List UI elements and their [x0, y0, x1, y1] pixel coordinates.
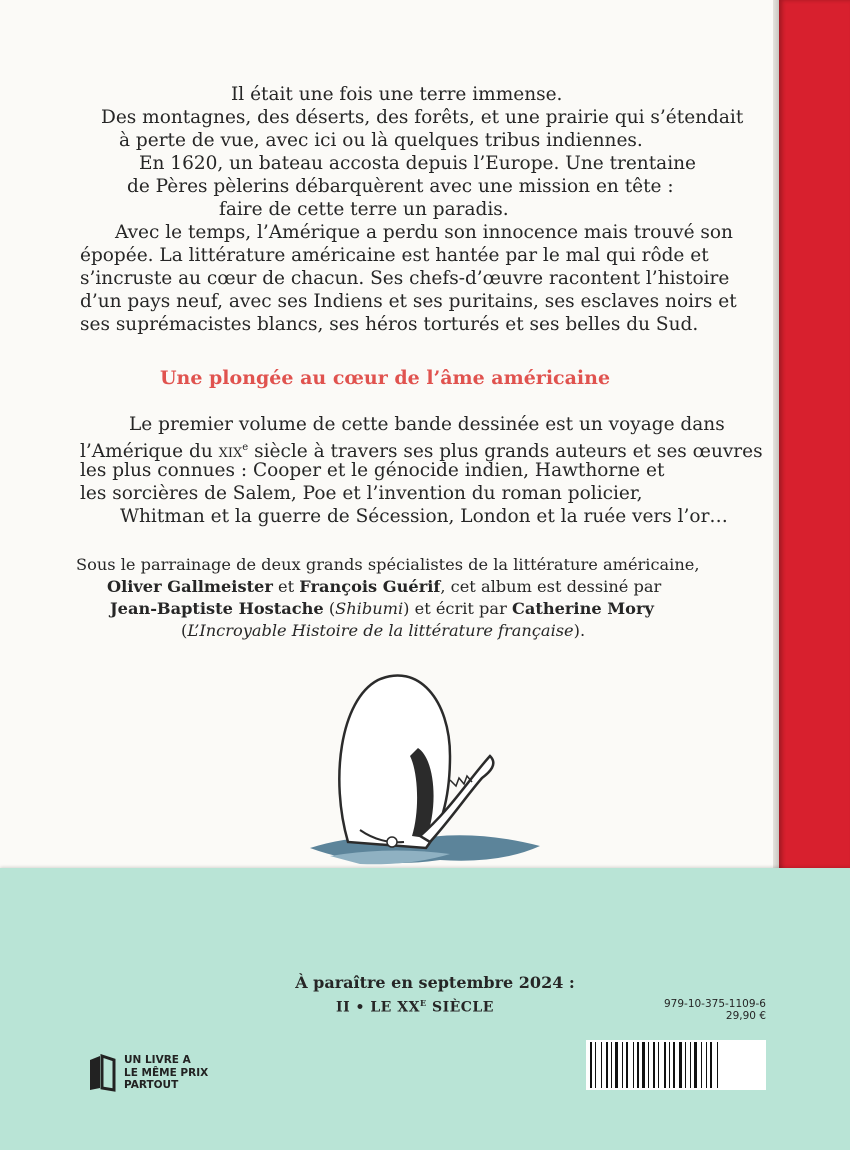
book-price-logo — [88, 1054, 228, 1094]
intro-line: à perte de vue, avec ici ou là quelques tribus indiennes. — [119, 130, 643, 151]
price: 29,90 € — [725, 1010, 766, 1022]
illustrator-work: Shibumi — [335, 599, 404, 618]
barcode — [586, 1040, 766, 1090]
credits-line: Sous le parrainage de deux grands spécialistes de la littérature américaine, — [76, 555, 700, 574]
intro-line: En 1620, un bateau accosta depuis l’Europe. Une trentaine — [139, 153, 696, 174]
century-superscript: e — [242, 442, 249, 453]
credits-line: Jean-Baptiste Hostache (Shibumi) et écrit par Catherine Mory — [110, 599, 654, 618]
editor-name: Oliver Gallmeister — [107, 577, 273, 596]
credits-line: (L’Incroyable Histoire de la littérature française). — [181, 621, 586, 640]
volume-line: les sorcières de Salem, Poe et l’invention du roman policier, — [80, 483, 643, 504]
intro-line: s’incruste au cœur de chacun. Ses chefs-d’œuvre racontent l’histoire — [80, 268, 730, 289]
intro-line: de Pères pèlerins débarquèrent avec une mission en tête : — [127, 176, 674, 197]
book-price-logo-text: UN LIVRE A LE MÊME PRIX PARTOUT — [124, 1054, 209, 1091]
release-announcement: À paraître en septembre 2024 : — [295, 973, 575, 992]
illustrator-name: Jean-Baptiste Hostache — [110, 599, 324, 618]
century-roman: xix — [218, 441, 243, 463]
volume-line: Whitman et la guerre de Sécession, London et la ruée vers l’or… — [120, 506, 728, 527]
volume-line: l’Amérique du xix$^e$ siècle à travers ses plus grands auteurs et ses œuvres — [80, 441, 763, 463]
isbn-code: 979-10-375-1109-6 — [663, 998, 766, 1010]
editor-name: François Guérif — [299, 577, 441, 596]
intro-line: Des montagnes, des déserts, des forêts, et une prairie qui s’étendait — [101, 107, 744, 128]
credits-line: Oliver Gallmeister et François Guérif, cet album est dessiné par — [107, 577, 662, 596]
intro-line: Il était une fois une terre immense. — [231, 84, 563, 105]
volume-line: les plus connues : Cooper et le génocide indien, Hawthorne et — [80, 460, 665, 481]
writer-work: L’Incroyable Histoire de la littérature française — [187, 621, 574, 640]
next-volume-title: II • LE $XX^E$ SIÈCLE — [336, 998, 494, 1016]
intro-line: Avec le temps, l’Amérique a perdu son innocence mais trouvé son — [115, 222, 733, 243]
intro-line: ses suprémacistes blancs, ses héros torturés et ses belles du Sud. — [80, 314, 699, 335]
section-heading: Une plongée au cœur de l’âme américaine — [159, 367, 611, 389]
book-price-law-icon — [88, 1054, 116, 1092]
whale-illustration — [300, 660, 560, 880]
isbn-text — [664, 998, 766, 1022]
isbn-block — [586, 980, 766, 1130]
release-band — [0, 868, 850, 1150]
intro-line: faire de cette terre un paradis. — [219, 199, 509, 220]
writer-name: Catherine Mory — [511, 599, 654, 618]
intro-line: épopée. La littérature américaine est hantée par le mal qui rôde et — [80, 245, 709, 266]
intro-line: d’un pays neuf, avec ses Indiens et ses puritains, ses esclaves noirs et — [80, 291, 737, 312]
volume-line: Le premier volume de cette bande dessinée est un voyage dans — [129, 414, 725, 435]
